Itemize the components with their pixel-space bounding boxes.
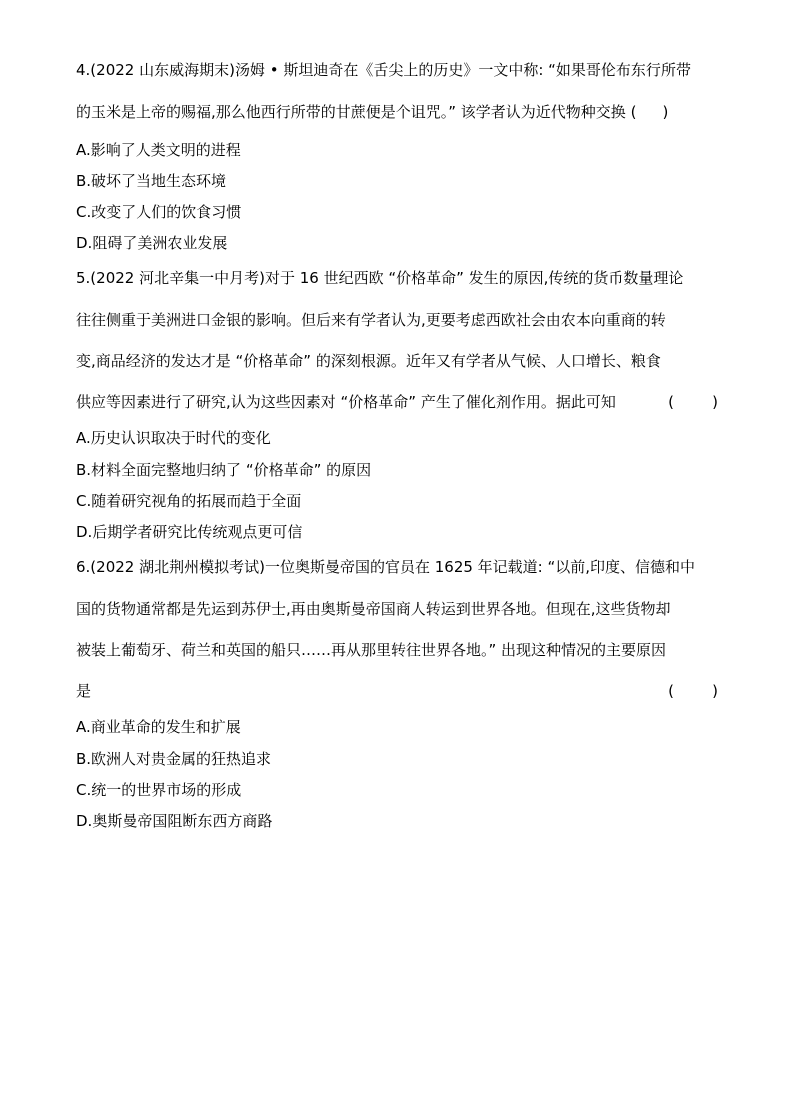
option-c: C.改变了人们的饮食习惯	[76, 203, 242, 221]
option-a: A.历史认识取决于时代的变化	[76, 429, 271, 447]
question-5-stem-line-2	[76, 310, 718, 330]
stem-text: 往往侧重于美洲进口金银的影响。但后来有学者认为,更要考虑西欧社会由农本向重商的转	[76, 311, 666, 329]
question-4-stem-line-2	[76, 102, 718, 122]
option-b: B.欧洲人对贵金属的狂热追求	[76, 750, 272, 768]
stem-text: 5.(2022 河北辛集一中月考)对于 16 世纪西欧 “价格革命” 发生的原因,传统的货币数量理论	[76, 269, 684, 287]
stem-text: 6.(2022 湖北荆州模拟考试)一位奥斯曼帝国的官员在 1625 年记载道: “以前,印度、信德和中	[76, 558, 696, 576]
question-4-stem-line-1	[76, 60, 718, 80]
question-5-stem-line-3	[76, 351, 718, 371]
stem-text: 是	[76, 682, 92, 700]
stem-text: 供应等因素进行了研究,认为这些因素对 “价格革命” 产生了催化剂作用。据此可知	[76, 393, 616, 411]
option-b: B.材料全面完整地归纳了 “价格革命” 的原因	[76, 461, 372, 479]
option-b: B.破坏了当地生态环境	[76, 172, 227, 190]
answer-bracket: ( )	[668, 682, 718, 700]
option-d: D.阻碍了美洲农业发展	[76, 234, 228, 252]
answer-bracket: )	[662, 103, 669, 121]
option-d: D.后期学者研究比传统观点更可信	[76, 523, 303, 541]
stem-text: 4.(2022 山东威海期末)汤姆 • 斯坦迪奇在《舌尖上的历史》一文中称: “如果哥伦布东行所带	[76, 61, 691, 79]
question-6-stem-line-1	[76, 557, 718, 577]
option-c: C.统一的世界市场的形成	[76, 781, 242, 799]
question-6-stem-line-3	[76, 640, 718, 660]
option-a: A.商业革命的发生和扩展	[76, 718, 241, 736]
stem-text: 被装上葡萄牙、荷兰和英国的船只……再从那里转往世界各地。” 出现这种情况的主要原因	[76, 641, 667, 659]
option-a: A.影响了人类文明的进程	[76, 141, 241, 159]
question-6-stem-line-2	[76, 599, 718, 619]
stem-text: 的玉米是上帝的赐福,那么他西行所带的甘蔗便是个诅咒。” 该学者认为近代物种交换 (	[76, 103, 637, 121]
option-d: D.奥斯曼帝国阻断东西方商路	[76, 812, 273, 830]
question-5-stem-line-1	[76, 268, 718, 288]
stem-text: 国的货物通常都是先运到苏伊士,再由奥斯曼帝国商人转运到世界各地。但现在,这些货物却	[76, 600, 671, 618]
stem-text: 变,商品经济的发达才是 “价格革命” 的深刻根源。近年又有学者从气候、人口增长、粮食	[76, 352, 661, 370]
option-c: C.随着研究视角的拓展而趋于全面	[76, 492, 302, 510]
answer-bracket: ( )	[668, 393, 718, 411]
question-6-stem-line-4	[76, 681, 718, 701]
question-5-stem-line-4	[76, 392, 718, 412]
